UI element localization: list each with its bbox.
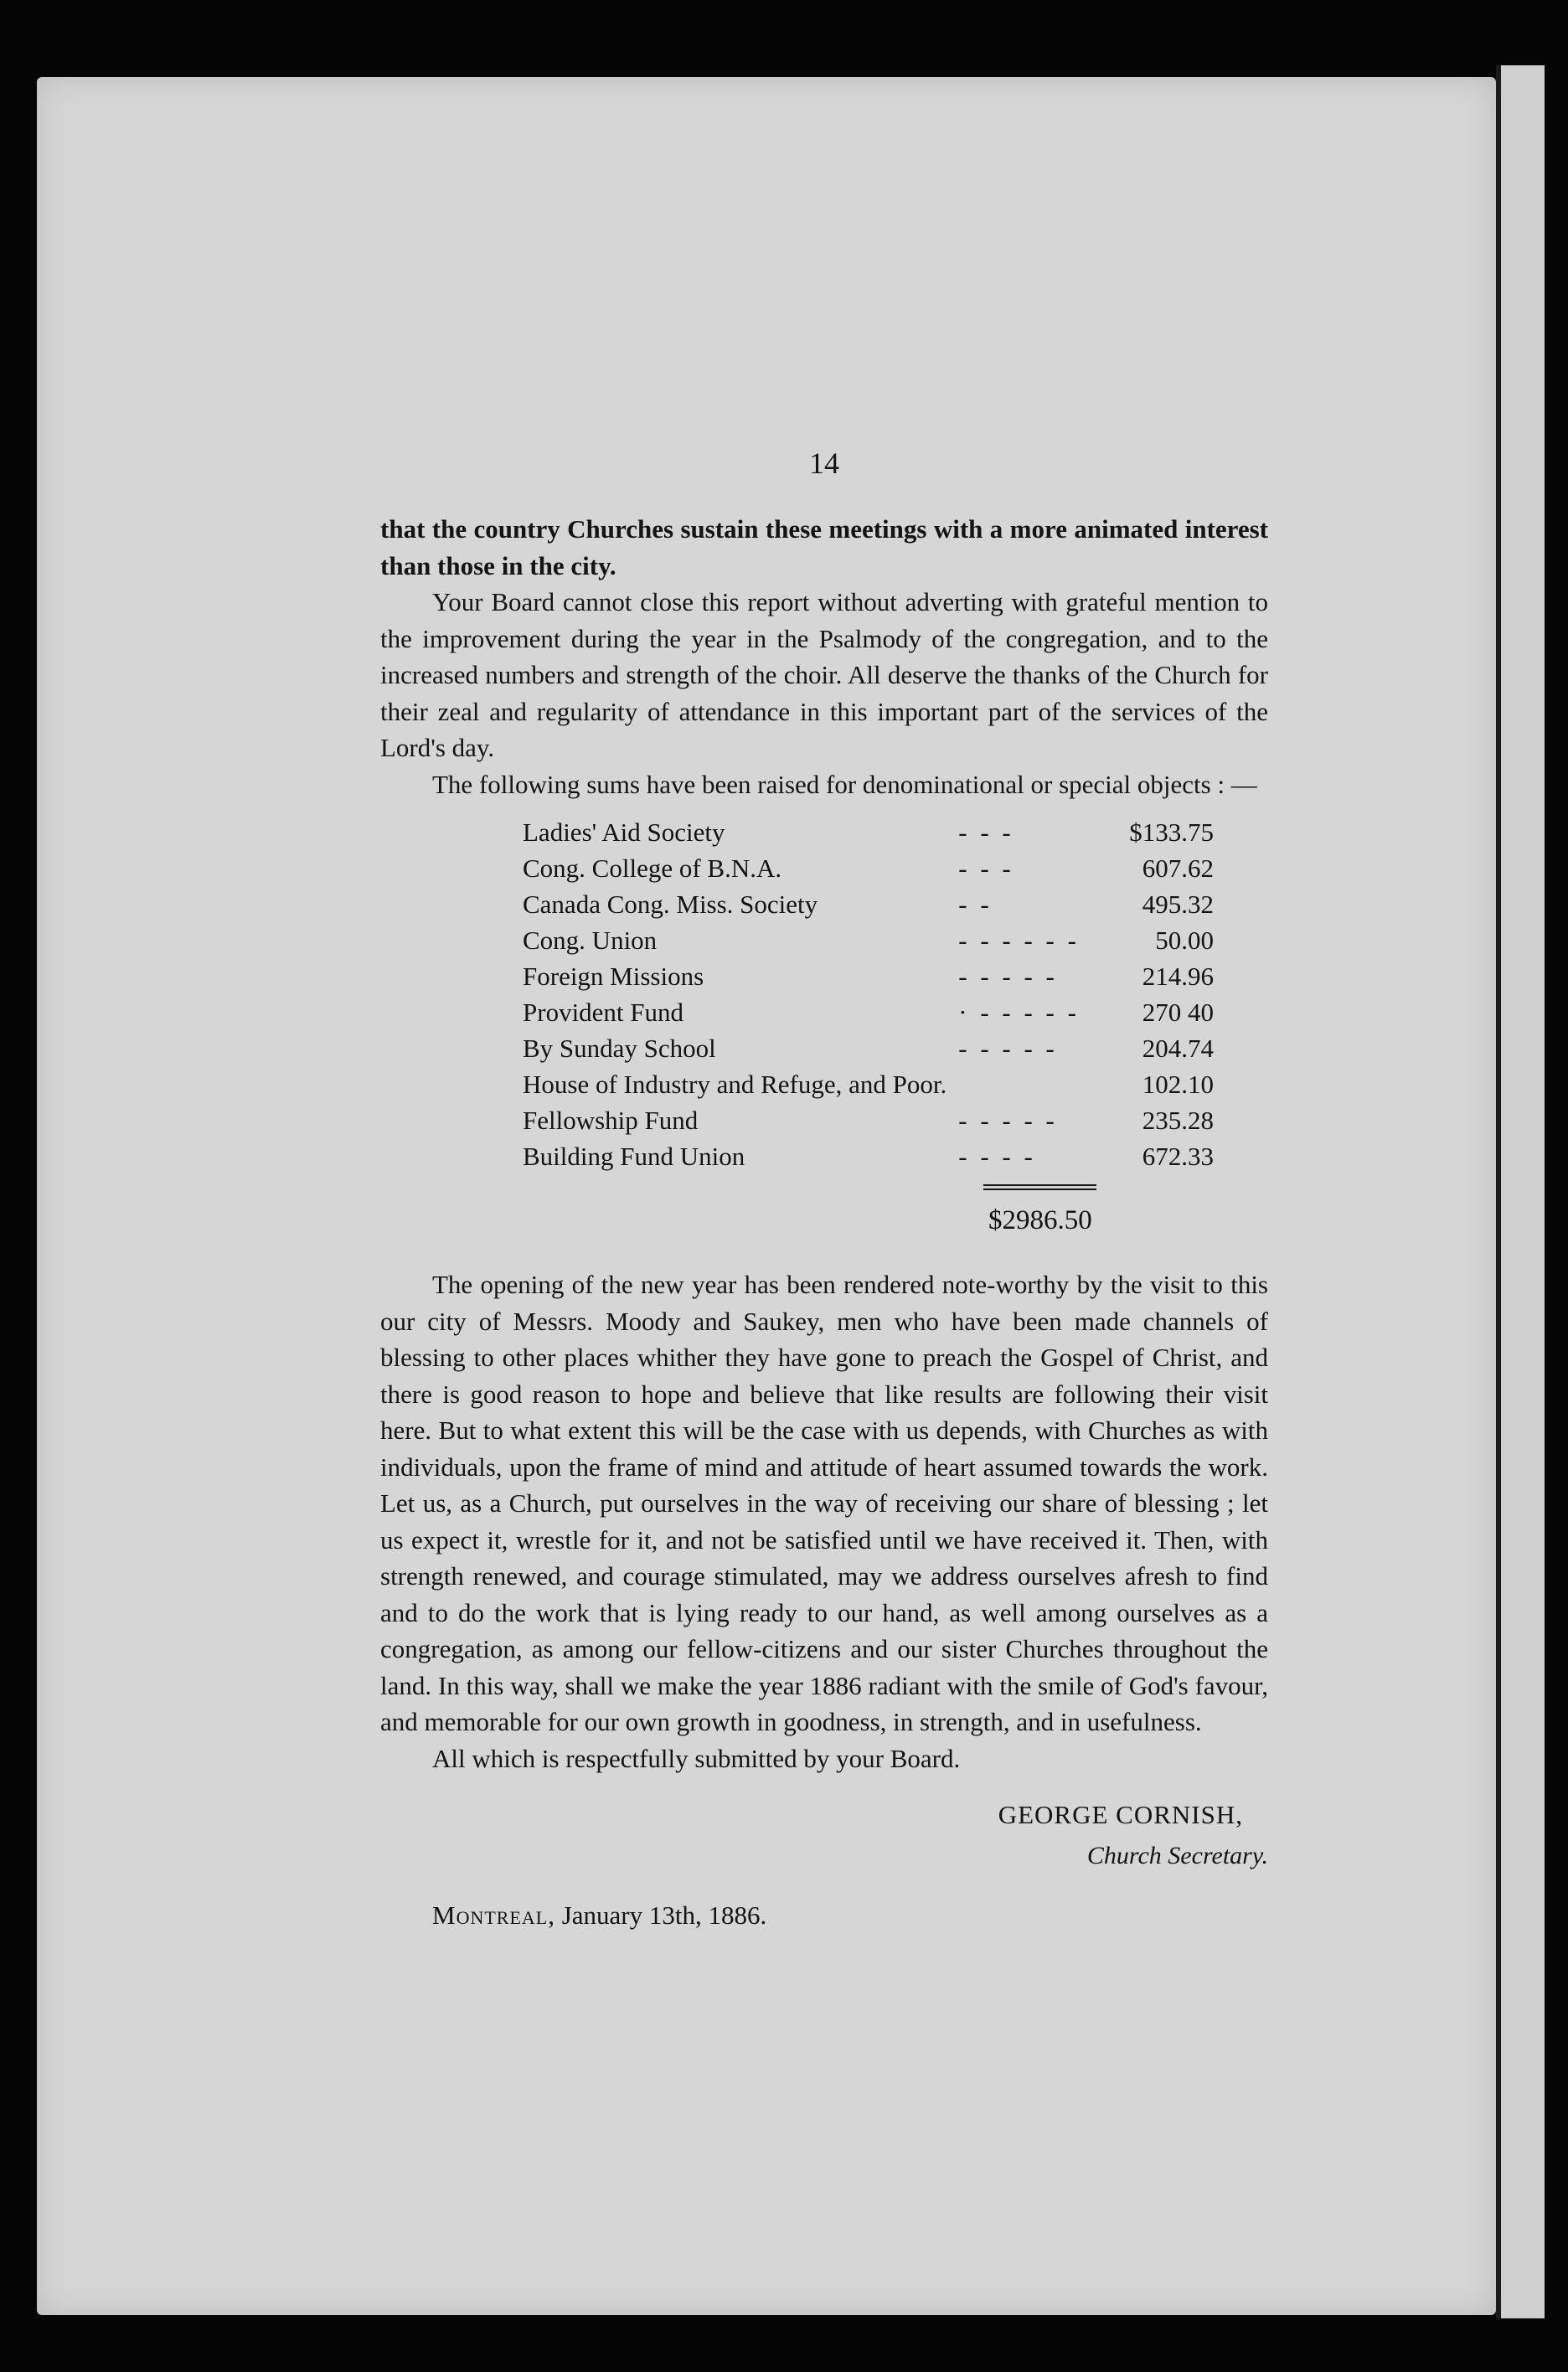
sum-leader bbox=[946, 1066, 1080, 1102]
dateline bbox=[380, 1900, 1268, 1931]
sum-name: Ladies' Aid Society bbox=[523, 817, 725, 847]
sum-leader: · - - - - - bbox=[958, 998, 1080, 1027]
sum-name: Building Fund Union bbox=[523, 1142, 745, 1171]
sum-name: Provident Fund bbox=[523, 998, 684, 1027]
sum-amount: 495.32 bbox=[1142, 890, 1214, 919]
sum-leader: - - - - - bbox=[958, 962, 1058, 991]
paragraph-submitted: All which is respectfully submitted by your Board. bbox=[432, 1743, 961, 1773]
sum-leader: - - bbox=[958, 890, 993, 919]
signature-title: Church Secretary. bbox=[1086, 1842, 1268, 1869]
sum-row bbox=[523, 1066, 1214, 1102]
sum-name: Foreign Missions bbox=[523, 962, 704, 991]
sum-name: By Sunday School bbox=[523, 1034, 716, 1063]
sum-leader: - - - - - bbox=[958, 1034, 1058, 1063]
sum-row bbox=[523, 1030, 1214, 1066]
sum-amount: 50.00 bbox=[1155, 926, 1214, 955]
sum-row bbox=[523, 1138, 1214, 1174]
sum-amount: 607.62 bbox=[1142, 853, 1214, 883]
sum-amount: 214.96 bbox=[1142, 962, 1214, 991]
sum-row bbox=[523, 814, 1214, 850]
paragraph-sums-intro: The following sums have been raised for denominational or special objects : — bbox=[432, 769, 1257, 799]
sums-total: $2986.50 bbox=[988, 1205, 1092, 1235]
total-rule bbox=[983, 1184, 1096, 1190]
dateline-place: Montreal, bbox=[432, 1900, 555, 1930]
dateline-date: January 13th, 1886. bbox=[561, 1900, 767, 1930]
sum-name: Cong. College of B.N.A. bbox=[523, 853, 782, 883]
paragraph-psalmody: Your Board cannot close this report without adverting with grateful mention to the improvement during the year in the Psalmody of the congregation, and to the increased numbers and strength of the choir. All deserve the thanks of the Church for their zeal and regularity of attendance in this important part of the services of the Lord's day. bbox=[380, 587, 1268, 762]
sum-amount: $133.75 bbox=[1129, 817, 1214, 847]
sum-amount: 270 40 bbox=[1142, 998, 1214, 1027]
sum-leader: - - - - - - bbox=[958, 926, 1080, 955]
signature-block bbox=[380, 1800, 1268, 1870]
page-content bbox=[380, 446, 1268, 1931]
sum-leader: - - - bbox=[958, 817, 1014, 847]
document-page bbox=[37, 77, 1496, 2315]
sum-leader: - - - bbox=[958, 853, 1014, 883]
sum-row bbox=[523, 922, 1214, 958]
sum-name: Cong. Union bbox=[523, 926, 658, 955]
sum-name: House of Industry and Refuge, and Poor. bbox=[523, 1070, 947, 1099]
sum-name: Canada Cong. Miss. Society bbox=[523, 890, 818, 919]
sum-row bbox=[523, 1102, 1214, 1138]
sum-leader: - - - - bbox=[958, 1142, 1036, 1171]
sums-table bbox=[523, 814, 1214, 1174]
adjacent-page-edge bbox=[1496, 65, 1545, 2318]
sum-amount: 204.74 bbox=[1142, 1034, 1214, 1063]
sum-row bbox=[523, 850, 1214, 886]
paragraph-continuation: that the country Churches sustain these meetings with a more animated interest than those in the city. bbox=[380, 514, 1268, 580]
signature-name: GEORGE CORNISH, bbox=[998, 1800, 1243, 1829]
sum-amount: 102.10 bbox=[1142, 1070, 1214, 1099]
sum-amount: 235.28 bbox=[1142, 1106, 1214, 1135]
sum-row bbox=[523, 994, 1214, 1030]
paragraph-new-year: The opening of the new year has been rendered note-worthy by the visit to this our city of Messrs. Moody and Saukey, men who have been made channels of blessing to other places whither they have gone to preach the Gospel of Christ, and there is good reason to hope and believe that like results are following their visit here. But to what extent this will be the case with us depends, with Churches as with individuals, upon the frame of mind and attitude of heart assumed towards the work. Let us, as a Church, put ourselves in the way of receiving our share of blessing ; let us expect it, wrestle for it, and not be satisfied until we have received it. Then, with strength renewed, and courage stimulated, may we address ourselves afresh to find and to do the work that is lying ready to our hand, as well among ourselves as a congregation, as among our fellow-citizens and our sister Churches throughout the land. In this way, shall we make the year 1886 radiant with the smile of God's favour, and memorable for our own growth in goodness, in strength, and in usefulness. bbox=[380, 1270, 1268, 1736]
page-number: 14 bbox=[809, 446, 839, 480]
sum-amount: 672.33 bbox=[1142, 1142, 1214, 1171]
sum-row bbox=[523, 958, 1214, 994]
sum-leader: - - - - - bbox=[958, 1106, 1058, 1135]
sum-row bbox=[523, 886, 1214, 922]
sum-name: Fellowship Fund bbox=[523, 1106, 699, 1135]
